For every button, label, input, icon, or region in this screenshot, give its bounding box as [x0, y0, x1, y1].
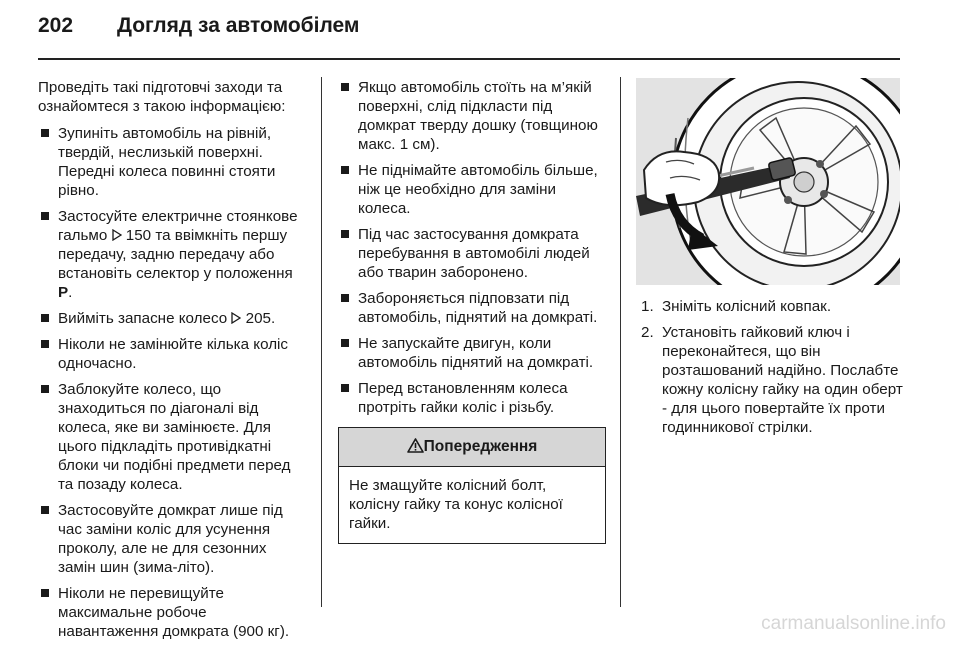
step-item: 1. Зніміть колісний ковпак. — [641, 298, 832, 315]
list-item: Ніколи не замінюйте кілька коліс одночасно. — [38, 335, 304, 373]
page-number: 202 — [38, 14, 74, 37]
wheel-illustration-svg — [636, 78, 900, 285]
bullet-square-icon — [41, 589, 49, 597]
bullet-square-icon — [41, 506, 49, 514]
list-item: Забороняється підповзати під автомобіль, піднятий на домкраті. — [338, 289, 606, 327]
bullet-square-icon — [341, 294, 349, 302]
list-item: Заблокуйте колесо, що знаходиться по діагоналі від колеса, яке ви замінюєте. Для цього підкладіть противідкатні блоки чи подібні предмети перед та позаду колеса. — [38, 380, 304, 494]
page-ref-link[interactable]: 150 — [112, 227, 152, 244]
bullet-square-icon — [41, 340, 49, 348]
column-divider-1 — [321, 77, 322, 607]
list-item: Перед встановленням колеса протріть гайки коліс і різьбу. — [338, 379, 606, 417]
warning-header — [339, 428, 605, 467]
page-title: Догляд за автомобілем — [117, 14, 360, 37]
bullet-square-icon — [341, 230, 349, 238]
step-item: 2. Установіть гайковий ключ і переконайтеся, що він розташований надійно. Послабте кожну колісну гайку на один оберт - для цього повертайте їх проти годинникової стрілки. — [641, 324, 903, 436]
left-column — [38, 78, 304, 648]
bullet-square-icon — [341, 166, 349, 174]
page-ref-link[interactable]: 205 — [231, 310, 271, 327]
column-divider-2 — [620, 77, 621, 607]
list-item: Якщо автомобіль стоїть на м’якій поверхні, слід підкласти під домкрат тверду дошку (товщиною макс. 1 см). — [338, 78, 606, 154]
warning-box — [338, 427, 606, 544]
bullet-square-icon — [41, 385, 49, 393]
list-item: Не піднімайте автомобіль більше, ніж це необхідно для заміни колеса. — [338, 161, 606, 218]
list-item: Вийміть запасне колесо 205. — [38, 309, 304, 328]
list-item: Зупиніть автомобіль на рівній, твердій, неслизькій поверхні. Передні колеса повинні стояти рівно. — [38, 124, 304, 200]
bullet-square-icon — [41, 314, 49, 322]
page-header — [38, 14, 360, 38]
watermark: carmanualsonline.info — [761, 613, 946, 634]
warning-body: Не змащуйте колісний болт, колісну гайку та конус колісної гайки. — [349, 477, 563, 532]
warning-triangle-icon — [407, 438, 424, 453]
list-item: Застосовуйте домкрат лише під час заміни коліс для усунення проколу, але не для сезонних замін шин (зима-літо). — [38, 501, 304, 577]
list-item: Не запускайте двигун, коли автомобіль піднятий на домкраті. — [338, 334, 606, 372]
bullet-square-icon — [341, 384, 349, 392]
header-rule — [38, 58, 900, 60]
right-column — [641, 297, 903, 444]
list-item: Під час застосування домкрата перебування в автомобілі людей або тварин заборонено. — [338, 225, 606, 282]
bullet-square-icon — [41, 212, 49, 220]
bullet-square-icon — [41, 129, 49, 137]
list-item: Ніколи не перевищуйте максимальне робоче навантаження домкрата (900 кг). — [38, 584, 304, 641]
arrow-reference-icon — [231, 312, 241, 324]
warning-title: Попередження — [423, 438, 538, 455]
intro-paragraph: Проведіть такі підготовчі заходи та ознайомтеся з такою інформацією: — [38, 79, 286, 115]
list-item: Застосуйте електричне стоянкове гальмо 150 та ввімкніть першу передачу, задню передачу або встановіть селектор у положення P. — [38, 207, 304, 302]
arrow-reference-icon — [112, 229, 122, 241]
bullet-square-icon — [341, 339, 349, 347]
middle-column — [338, 78, 606, 544]
bullet-square-icon — [341, 83, 349, 91]
wheel-wrench-illustration — [636, 78, 900, 285]
